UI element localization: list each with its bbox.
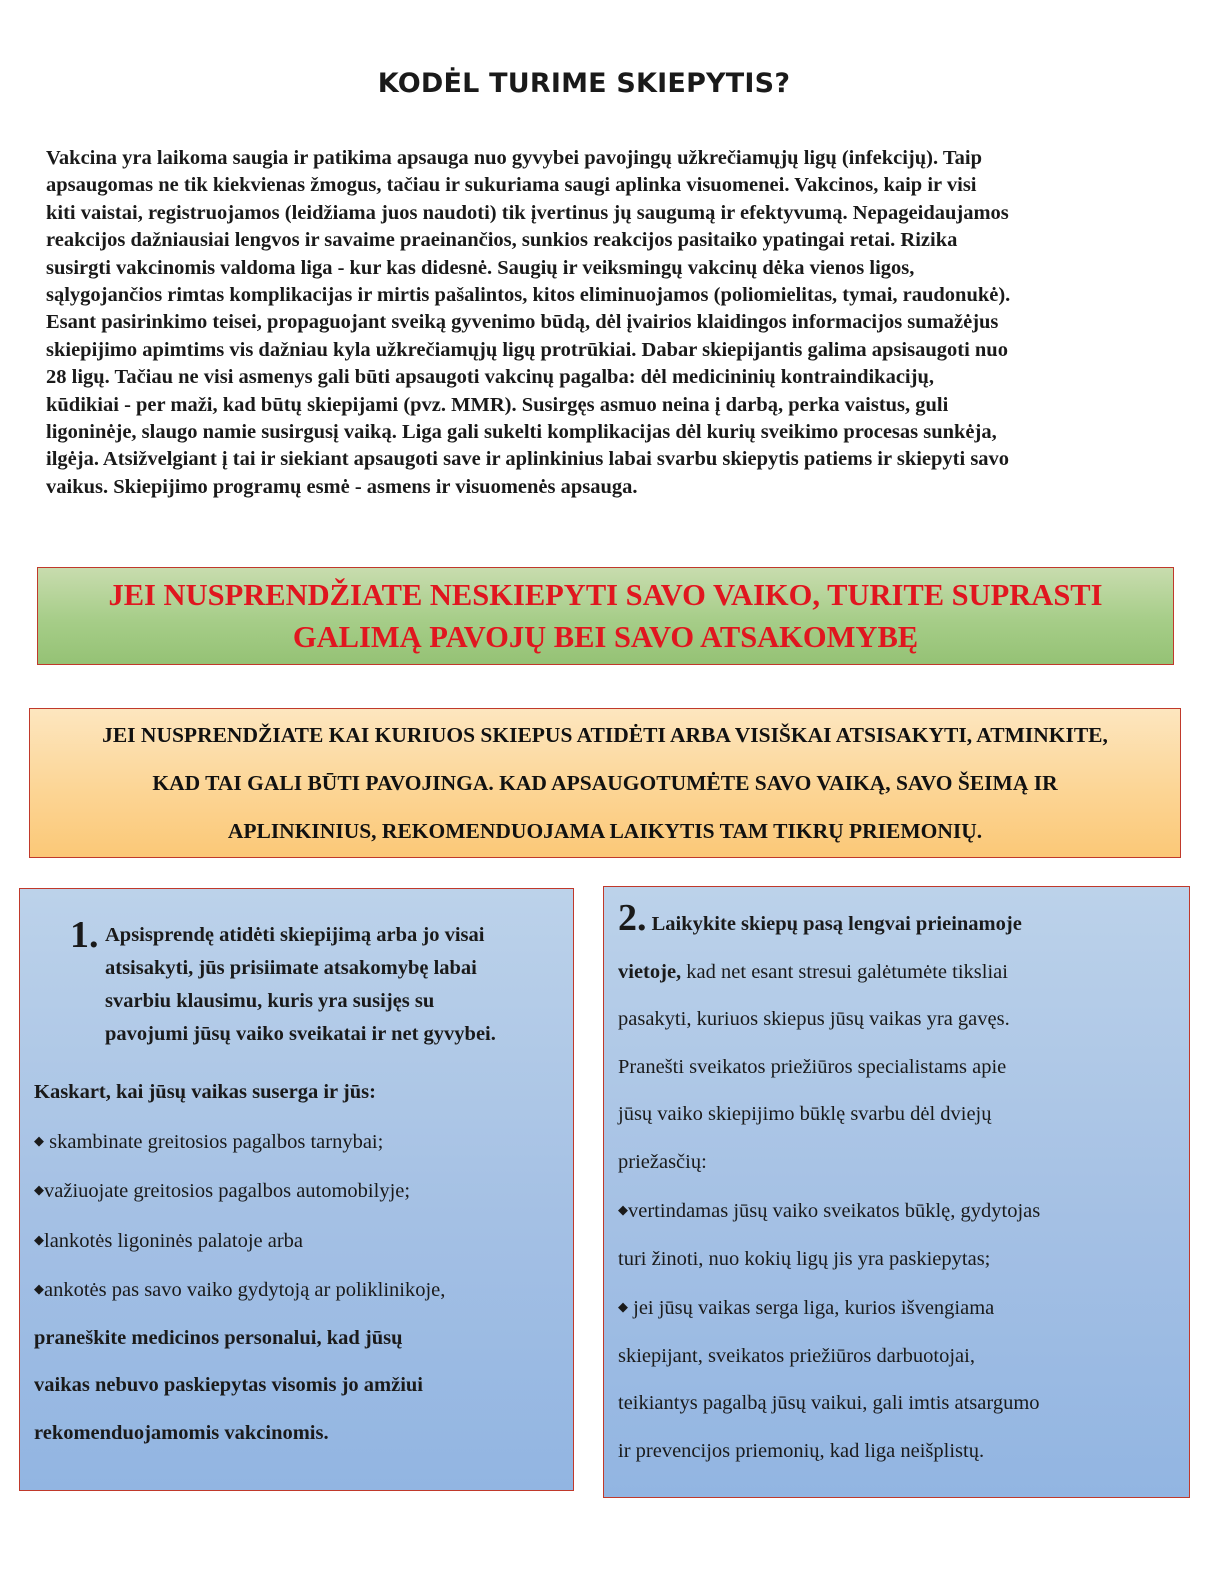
panel-1-closing-line: vaikas nebuvo paskiepytas visomis jo amžiui — [34, 1374, 423, 1396]
panel-1-heading-text — [105, 919, 565, 1051]
notice-banner-line: APLINKINIUS, REKOMENDUOJAMA LAIKYTIS TAM TIKRŲ PRIEMONIŲ. — [227, 819, 983, 843]
page-title: KODĖL TURIME SKIEPYTIS? — [377, 68, 791, 99]
intro-line: ligoninėje, slaugo namie susirgusį vaiką. Liga gali sukelti komplikacijas dėl kurių sveikimo procesas sunkėja, — [46, 421, 997, 444]
intro-line: kiti vaistai, registruojamos (leidžiama juos naudoti) tik įvertinus jų saugumą ir efektyvumą. Nepageidaujamos — [46, 201, 1009, 224]
intro-line: reakcijos dažniausiai lengvos ir savaime praeinančios, sunkios reakcijos pasitaiko ypatingai retai. Rizika — [46, 229, 958, 252]
list-item-continuation: turi žinoti, nuo kokių ligų jis yra paskiepytas; — [618, 1247, 991, 1270]
list-item-continuation: skiepijant, sveikatos priežiūros darbuotojai, — [618, 1344, 975, 1367]
list-item-text: važiuojate greitosios pagalbos automobilyje; — [44, 1180, 411, 1202]
panel-1-heading-line: pavojumi jūsų vaiko sveikatai ir net gyvybei. — [105, 1023, 496, 1045]
panel-2-line-text: kad net esant stresui galėtumėte tiksliai — [681, 960, 1008, 983]
diamond-bullet-icon: ◆ — [618, 1299, 628, 1314]
panel-2-line: pasakyti, kuriuos skiepus jūsų vaikas yra gavęs. — [618, 1008, 1010, 1030]
notice-banner — [29, 708, 1181, 858]
warning-banner-line: JEI NUSPRENDŽIATE NESKIEPYTI SAVO VAIKO, TURITE SUPRASTI — [108, 578, 1103, 612]
list-item — [34, 1216, 564, 1266]
intro-line: vaikus. Skiepijimo programų esmė - asmens ir visuomenės apsauga. — [46, 475, 638, 498]
info-panel-2 — [603, 886, 1190, 1498]
warning-banner-line: GALIMĄ PAVOJŲ BEI SAVO ATSAKOMYBĘ — [292, 620, 919, 654]
diamond-bullet-icon: ◆ — [34, 1182, 44, 1197]
list-item-text: skambinate greitosios pagalbos tarnybai; — [44, 1130, 384, 1153]
notice-banner-line: JEI NUSPRENDŽIATE KAI KURIUOS SKIEPUS ATIDĖTI ARBA VISIŠKAI ATSISAKYTI, ATMINKITE, — [102, 723, 1108, 747]
list-item — [618, 1186, 1178, 1236]
notice-banner-text — [102, 711, 1108, 855]
diamond-bullet-icon: ◆ — [34, 1132, 44, 1148]
panel-1-heading — [70, 914, 565, 1051]
panel-2-heading — [618, 895, 1178, 949]
panel-2-line: priežasčių: — [618, 1150, 707, 1173]
panel-2-heading-text: Laikykite skiepų pasą lengvai prieinamoje — [646, 913, 1022, 935]
panel-1-body — [34, 1069, 564, 1457]
intro-line: Vakcina yra laikoma saugia ir patikima apsauga nuo gyvybei pavojingų užkrečiamųjų ligų (infekcijų). Taip — [46, 147, 982, 169]
panel-1-closing-line: praneškite medicinos personalui, kad jūsų — [34, 1326, 403, 1349]
list-item-continuation: teikiantys pagalbą jūsų vaikui, gali imtis atsargumo — [618, 1392, 1040, 1414]
list-item-text: ankotės pas savo vaiko gydytoją ar poliklinikoje, — [44, 1279, 446, 1301]
list-item — [618, 1283, 1178, 1333]
list-item — [34, 1265, 564, 1315]
intro-line: Esant pasirinkimo teisei, propaguojant sveiką gyvenimo būdą, dėl įvairios klaidingos informacijos sumažėjus — [46, 311, 999, 334]
diamond-bullet-icon: ◆ — [34, 1281, 44, 1296]
panel-1-closing-line: rekomenduojamomis vakcinomis. — [34, 1421, 329, 1444]
intro-line: apsaugomas ne tik kiekvienas žmogus, tačiau ir sukuriama saugi aplinka visuomenei. Vakcinos, kaip ir visi — [46, 174, 977, 197]
warning-banner — [37, 567, 1174, 665]
intro-line: sąlygojančios rimtas komplikacijas ir mirtis pašalintos, kitos eliminuojamos (poliomielitas, tymai, raudonukė). — [46, 284, 1011, 307]
info-panel-1 — [19, 888, 574, 1491]
intro-line: ilgėja. Atsižvelgiant į tai ir siekiant apsaugoti save ir aplinkinius labai svarbu skiepytis patiems ir skiepyti savo — [46, 448, 1010, 471]
panel-1-heading-line: Apsisprendę atidėti skiepijimą arba jo visai — [105, 924, 485, 946]
panel-2-heading-end: vietoje, — [618, 960, 682, 983]
intro-line: 28 ligų. Tačiau ne visi asmenys gali būti apsaugoti vakcinų pagalba: dėl medicininių kontraindikacijų, — [46, 366, 934, 389]
diamond-bullet-icon: ◆ — [34, 1231, 44, 1247]
panel-1-heading-line: svarbiu klausimu, kuris yra susijęs su — [105, 990, 435, 1012]
panel-1-number: 1. — [70, 914, 99, 956]
list-item-continuation: ir prevencijos priemonių, kad liga neišplistų. — [618, 1439, 985, 1462]
panel-1-lead: Kaskart, kai jūsų vaikas suserga ir jūs: — [34, 1081, 376, 1103]
diamond-bullet-icon: ◆ — [618, 1202, 628, 1217]
list-item-text: vertindamas jūsų vaiko sveikatos būklę, gydytojas — [628, 1200, 1041, 1222]
list-item — [34, 1166, 564, 1216]
warning-banner-text — [108, 574, 1102, 658]
intro-line: kūdikiai - per maži, kad būtų skiepijami (pvz. MMR). Susirgęs asmuo neina į darbą, perka vaistus, guli — [46, 393, 949, 416]
intro-line: susirgti vakcinomis valdoma liga - kur kas didesnė. Saugių ir veiksmingų vakcinų dėka vienos ligos, — [46, 256, 915, 279]
panel-1-heading-line: atsisakyti, jūs prisiimate atsakomybę labai — [105, 957, 477, 979]
intro-paragraph — [46, 145, 1181, 501]
list-item — [34, 1117, 564, 1167]
panel-2-body — [618, 895, 1178, 1475]
intro-line: skiepijimo apimtims vis dažniau kyla užkrečiamųjų ligų protrūkiai. Dabar skiepijantis galima apsisaugoti nuo — [46, 338, 1008, 361]
notice-banner-line: KAD TAI GALI BŪTI PAVOJINGA. KAD APSAUGOTUMĖTE SAVO VAIKĄ, SAVO ŠEIMĄ IR — [152, 771, 1058, 795]
panel-2-line: jūsų vaiko skiepijimo būklę svarbu dėl dviejų — [618, 1103, 992, 1125]
panel-2-number: 2. — [618, 897, 647, 939]
panel-2-line — [618, 949, 1178, 997]
list-item-text: lankotės ligoninės palatoje arba — [44, 1229, 304, 1252]
panel-2-line: Pranešti sveikatos priežiūros specialistams apie — [618, 1055, 1007, 1078]
list-item-text: jei jūsų vaikas serga liga, kurios išvengiama — [628, 1297, 995, 1319]
